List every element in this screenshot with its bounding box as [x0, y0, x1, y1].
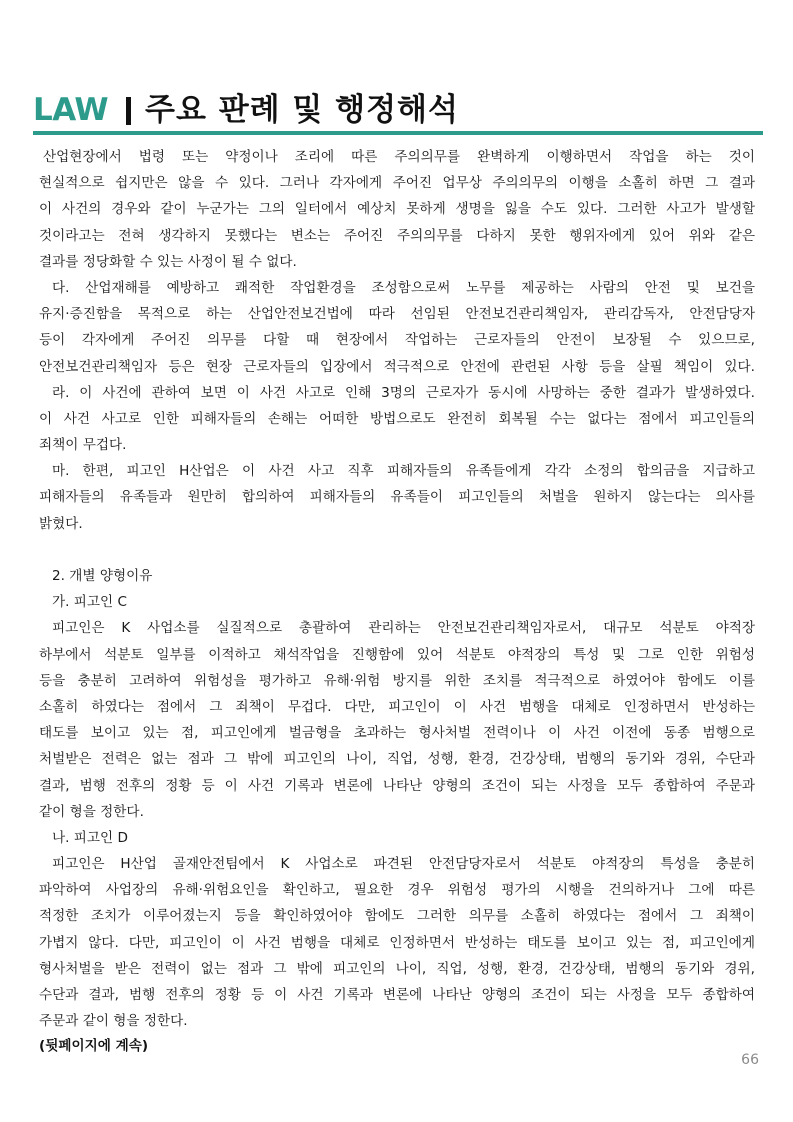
text-line: 산업현장에서 법령 또는 약정이나 조리에 따른 주의의무를 완벽하게 이행하면서 작업을 하는 것이: [43, 149, 755, 165]
page-title: 주요 판례 및 행정해석: [145, 92, 459, 128]
text-line: 수단과 결과, 범행 전후의 정황 등 이 사건 기록과 변론에 나타난 양형의 조건이 되는 사정을 모두 종합하여: [39, 987, 755, 1003]
text-line: 같이 형을 정한다.: [39, 803, 144, 820]
continued-note: (뒷페이지에 계속): [39, 1038, 149, 1054]
text-line: 라. 이 사건에 관하여 보면 이 사건 사고로 인해 3명의 근로자가 동시에 사망하는 중한 결과가 발생하였다.: [52, 384, 755, 401]
text-line: 밝혔다.: [39, 515, 83, 532]
text-line: 피고인은 K 사업소를 실질적으로 총괄하여 관리하는 안전보건관리책임자로서, 대규모 석분토 야적장: [52, 620, 755, 637]
text-line: 주문과 같이 형을 정한다.: [39, 1013, 188, 1030]
subsection-heading-d: 나. 피고인 D: [52, 829, 128, 846]
text-line: 적정한 조치가 이루어졌는지 등을 확인하였어야 함에도 그러한 의무를 소홀히 하였다는 점에서 그 죄책이: [39, 908, 755, 925]
page-header: [33, 84, 459, 130]
document-body: [39, 144, 755, 1034]
text-line: 다. 산업재해를 예방하고 쾌적한 작업환경을 조성함으로써 노무를 제공하는 사람의 안전 및 보건을: [52, 279, 755, 296]
text-line: 안전보건관리책임자 등은 현장 근로자들의 입장에서 적극적으로 안전에 관련된 사항 등을 살필 책임이 있다.: [39, 358, 755, 375]
text-line: 하부에서 석분토 일부를 이적하고 채석작업을 진행함에 있어 석분토 야적장의 특성 및 그로 인한 위험성: [39, 646, 755, 663]
header-separator: [126, 97, 131, 125]
text-line: 이 사건 사고로 인한 피해자들의 손해는 어떠한 방법으로도 완전히 회복될 수는 없다는 점에서 피고인들의: [39, 410, 755, 427]
text-line: 결과, 범행 전후의 정황 등 이 사건 기록과 변론에 나타난 양형의 조건이 되는 사정을 모두 종합하여 주문과: [39, 777, 755, 794]
header-rule: [33, 131, 763, 135]
text-line: 피해자들의 유족들과 원만히 합의하여 피해자들의 유족들이 피고인들의 처벌을 원하지 않는다는 의사를: [39, 489, 755, 506]
text-line: 것이라고는 전혀 생각하지 못했다는 변소는 주어진 주의의무를 다하지 못한 행위자에게 있어 위와 같은: [39, 227, 756, 244]
paragraph-intro: [39, 144, 755, 275]
text-line: 마. 한편, 피고인 H산업은 이 사건 사고 직후 피해자들의 유족들에게 각각 소정의 합의금을 지급하고: [52, 463, 755, 480]
paragraph-defendant-d: [39, 851, 755, 1034]
text-line: 파악하여 사업장의 유해·위험요인을 확인하고, 필요한 경우 위험성 평가의 시행을 건의하거나 그에 따른: [39, 882, 755, 899]
section-label: LAW: [33, 92, 109, 128]
paragraph-defendant-c: [39, 615, 755, 825]
paragraph-ma: [39, 458, 755, 537]
spacer: [39, 537, 755, 563]
text-line: 유지·증진함을 목적으로 하는 산업안전보건법에 따라 선임된 안전보건관리책임자, 관리감독자, 안전담당자: [39, 306, 755, 323]
text-line: 죄책이 무겁다.: [39, 437, 127, 454]
text-line: 소홀히 하였다는 점에서 그 죄책이 무겁다. 다만, 피고인이 이 사건 범행을 대체로 인정하면서 반성하는: [39, 698, 755, 715]
text-line: 등을 충분히 고려하여 위험성을 평가하고 유해·위험 방지를 위한 조치를 적극적으로 하였어야 함에도 이를: [39, 672, 755, 689]
text-line: 피고인은 H산업 골재안전팀에서 K 사업소로 파견된 안전담당자로서 석분토 야적장의 특성을 충분히: [52, 856, 755, 873]
text-line: 가볍지 않다. 다만, 피고인이 이 사건 범행을 대체로 인정하면서 반성하는 태도를 보이고 있는 점, 피고인에게: [39, 934, 755, 951]
text-line: 결과를 정당화할 수 있는 사정이 될 수 없다.: [39, 253, 297, 270]
paragraph-da: [39, 275, 755, 380]
text-line: 형사처벌을 받은 전력이 없는 점과 그 밖에 피고인의 나이, 직업, 성행, 환경, 건강상태, 범행의 동기와 경위,: [39, 960, 755, 977]
text-line: 현실적으로 쉽지만은 않을 수 있다. 그러나 각자에게 주어진 업무상 주의의무의 이행을 소홀히 하면 그 결과: [39, 175, 755, 192]
paragraph-ra: [39, 380, 755, 459]
text-line: 처벌받은 전력은 없는 점과 그 밖에 피고인의 나이, 직업, 성행, 환경, 건강상태, 범행의 동기와 경위, 수단과: [39, 751, 755, 768]
text-line: 태도를 보이고 있는 점, 피고인에게 벌금형을 초과하는 형사처벌 전력이나 이 사건 이전에 동종 범행으로: [39, 725, 755, 742]
text-line: 등이 각자에게 주어진 의무를 다할 때 현장에서 작업하는 근로자들의 안전이 보장될 수 있으므로,: [39, 332, 755, 349]
page-number: 66: [741, 1052, 759, 1068]
section-heading: 2. 개별 양형이유: [52, 568, 153, 584]
text-line: 이 사건의 경우와 같이 누군가는 그의 일터에서 예상치 못하게 생명을 잃을 수도 있다. 그러한 사고가 발생할: [39, 201, 755, 218]
subsection-heading-c: 가. 피고인 C: [52, 594, 127, 611]
